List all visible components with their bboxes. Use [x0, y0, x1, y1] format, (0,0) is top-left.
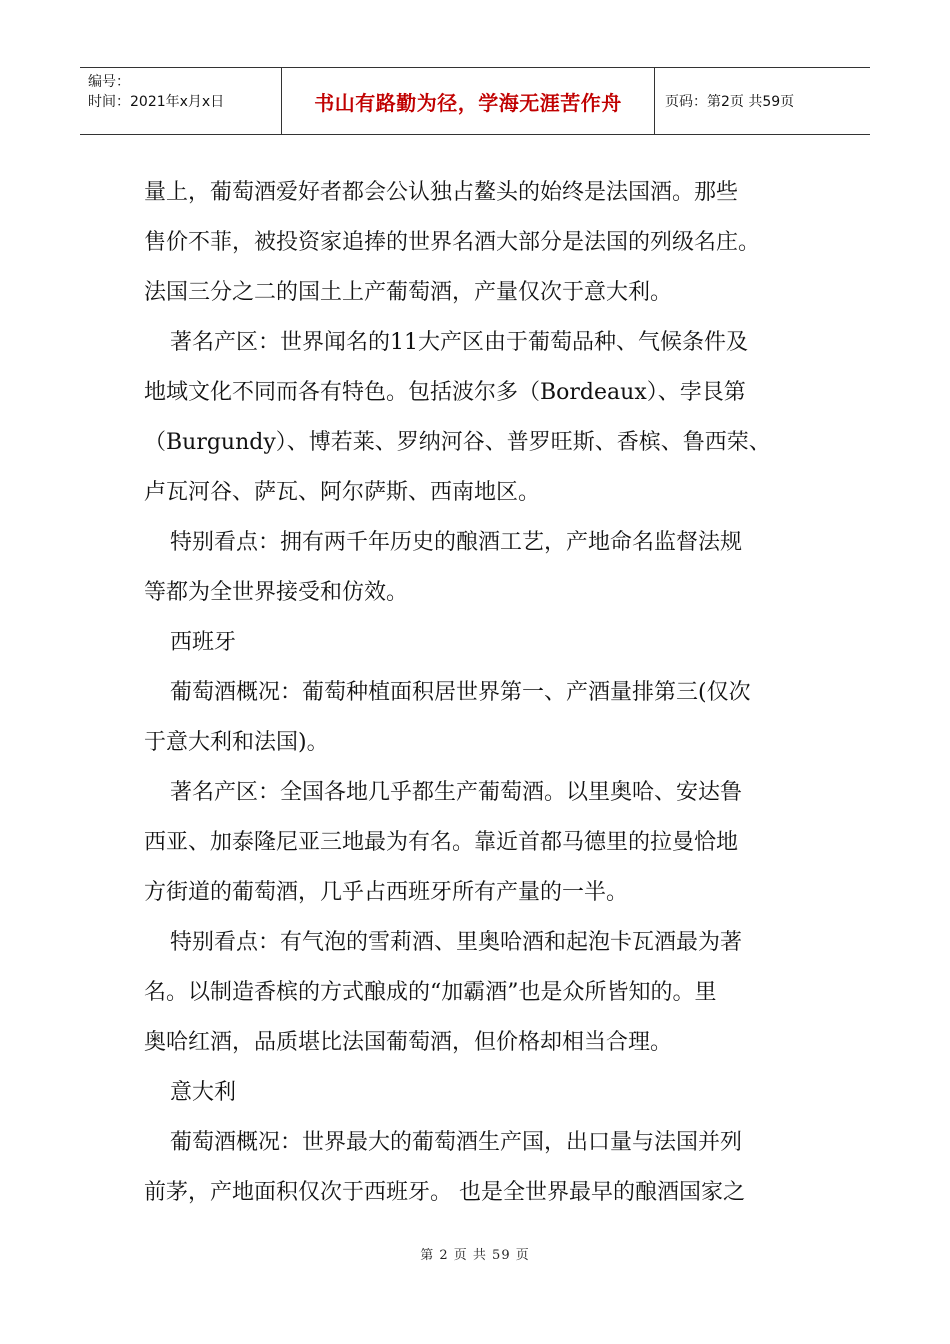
document-date-label: 时间：2021年x月x日 [88, 94, 225, 110]
body-line: 葡萄酒概况：葡萄种植面积居世界第一、产酒量排第三(仅次 [170, 680, 751, 705]
body-line: 著名产区：全国各地几乎都生产葡萄酒。以里奥哈、安达鲁 [170, 780, 743, 805]
page-header [80, 67, 870, 135]
document-number-label: 编号： [88, 74, 130, 90]
body-line: 葡萄酒概况：世界最大的葡萄酒生产国，出口量与法国并列 [170, 1130, 743, 1155]
body-line: 特别看点：有气泡的雪莉酒、里奥哈酒和起泡卡瓦酒最为著 [170, 930, 743, 955]
section-heading-spain: 西班牙 [170, 630, 237, 655]
body-line: 特别看点：拥有两千年历史的酿酒工艺，产地命名监督法规 [170, 530, 743, 555]
section-heading-italy: 意大利 [170, 1080, 237, 1105]
header-motto: 书山有路勤为径，学海无涯苦作舟 [282, 68, 655, 134]
body-line: 等都为全世界接受和仿效。 [144, 580, 409, 605]
body-line: （Burgundy）、博若莱、罗纳河谷、普罗旺斯、香槟、鲁西荣、 [144, 430, 771, 455]
document-body [144, 168, 834, 1218]
body-line: 著名产区：世界闻名的11大产区由于葡萄品种、气候条件及 [170, 330, 748, 355]
body-line: 西亚、加泰隆尼亚三地最为有名。靠近首都马德里的拉曼恰地 [144, 830, 739, 855]
body-line: 奥哈红酒，品质堪比法国葡萄酒，但价格却相当合理。 [144, 1030, 673, 1055]
page-footer: 第 2 页 共 59 页 [420, 1248, 530, 1263]
body-line: 地域文化不同而各有特色。包括波尔多（Bordeaux）、孛艮第 [144, 380, 746, 405]
body-line: 售价不菲，被投资家追捧的世界名酒大部分是法国的列级名庄。 [144, 230, 761, 255]
body-line: 于意大利和法国)。 [144, 730, 329, 755]
body-line: 方街道的葡萄酒，几乎占西班牙所有产量的一半。 [144, 880, 629, 905]
body-line: 卢瓦河谷、萨瓦、阿尔萨斯、西南地区。 [144, 480, 541, 505]
body-line: 名。以制造香槟的方式酿成的“加霸酒”也是众所皆知的。里 [144, 980, 717, 1005]
body-line: 前茅，产地面积仅次于西班牙。 也是全世界最早的酿酒国家之 [144, 1180, 745, 1205]
body-line: 量上，葡萄酒爱好者都会公认独占鳌头的始终是法国酒。那些 [144, 180, 739, 205]
body-line: 法国三分之二的国土上产葡萄酒，产量仅次于意大利。 [144, 280, 673, 305]
header-meta [80, 68, 282, 134]
header-page-info: 页码：第2页 共59页 [665, 94, 795, 110]
